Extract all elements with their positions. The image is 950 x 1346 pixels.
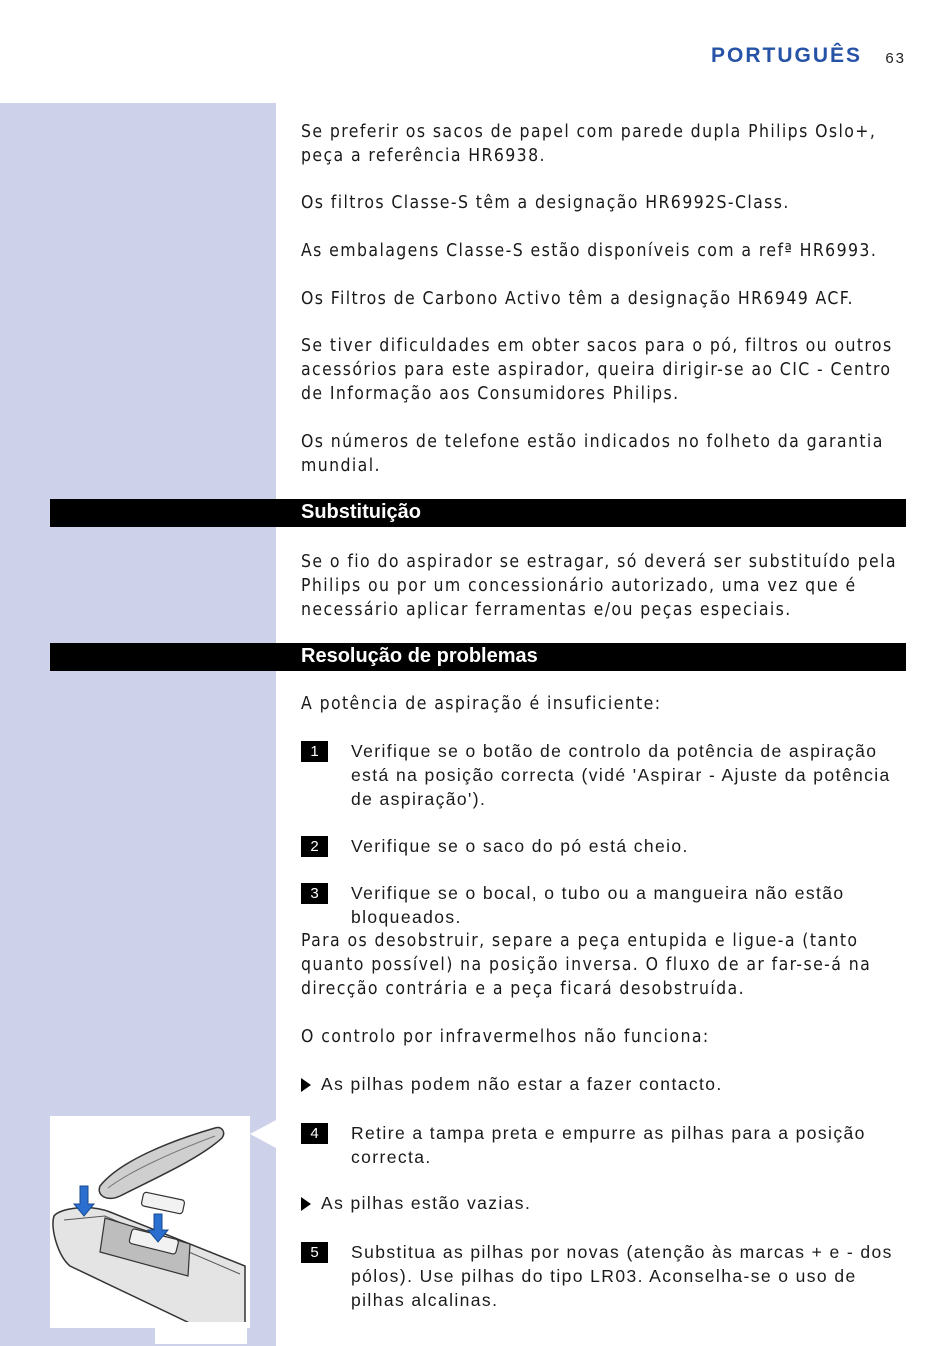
paragraph-cord-replacement: Se o fio do aspirador se estragar, só deverá ser substituído pela Philips ou por um concessionário autorizado, uma vez que é necessário aplicar ferramentas e/ou peças especiais.	[301, 552, 897, 620]
battery-illustration	[50, 1116, 250, 1328]
bullet-text: As pilhas estão vazias.	[321, 1193, 532, 1213]
remote-intro: O controlo por infravermelhos não funciona:	[301, 1027, 710, 1047]
illustration-pointer	[250, 1120, 276, 1148]
bullet-arrow-icon	[301, 1078, 311, 1092]
bullet-arrow-icon	[301, 1197, 311, 1211]
remote-battery-drawing	[50, 1116, 250, 1328]
bullet-text: As pilhas podem não estar a fazer contacto.	[321, 1074, 723, 1094]
section-title-replacement: Substituição	[301, 501, 422, 523]
paragraph-s-class-filters: Os filtros Classe-S têm a designação HR6992S-Class.	[301, 193, 790, 213]
bottom-strip	[155, 1322, 247, 1344]
paragraph-s-class-packs: As embalagens Classe-S estão disponíveis com a refª HR6993.	[301, 241, 878, 261]
paragraph-carbon-filters: Os Filtros de Carbono Activo têm a designação HR6949 ACF.	[301, 289, 854, 309]
paragraph-accessories-help: Se tiver dificuldades em obter sacos para o pó, filtros ou outros acessórios para este aspirador, queira dirigir-se ao CIC - Centro de Informação aos Consumidores Philips.	[301, 336, 893, 404]
page-number: 63	[885, 50, 906, 67]
step-text: Verifique se o botão de controlo da potência de aspiração está na posição correcta (vidé 'Aspirar - Ajuste da potência de aspiração').	[351, 741, 891, 809]
troubleshooting-intro: A potência de aspiração é insuficiente:	[301, 694, 662, 714]
step-text: Retire a tampa preta e empurre as pilhas para a posição correcta.	[351, 1123, 866, 1167]
step-number: 5	[301, 1242, 328, 1263]
step-text: Verifique se o saco do pó está cheio.	[351, 836, 689, 856]
section-title-troubleshooting: Resolução de problemas	[301, 645, 538, 667]
section-header-replacement	[50, 499, 906, 527]
language-heading: PORTUGUÊS	[710, 44, 862, 67]
step-number: 4	[301, 1123, 328, 1144]
paragraph-unblock: Para os desobstruir, separe a peça entupida e ligue-a (tanto quanto possível) na posição inversa. O fluxo de ar far-se-á na direcção contrária e a peça ficará desobstruída.	[301, 931, 872, 999]
step-number: 3	[301, 883, 328, 904]
step-number: 2	[301, 836, 328, 857]
paragraph-phone-numbers: Os números de telefone estão indicados no folheto da garantia mundial.	[301, 432, 884, 476]
step-text: Verifique se o bocal, o tubo ou a mangueira não estão bloqueados.	[351, 883, 845, 927]
paragraph-paper-bags: Se preferir os sacos de papel com parede dupla Philips Oslo+, peça a referência HR6938.	[301, 122, 877, 166]
step-number: 1	[301, 741, 328, 762]
section-header-troubleshooting	[50, 643, 906, 671]
step-text: Substitua as pilhas por novas (atenção às marcas + e - dos pólos). Use pilhas do tipo LR03. Aconselha-se o uso de pilhas alcalinas.	[351, 1242, 893, 1310]
